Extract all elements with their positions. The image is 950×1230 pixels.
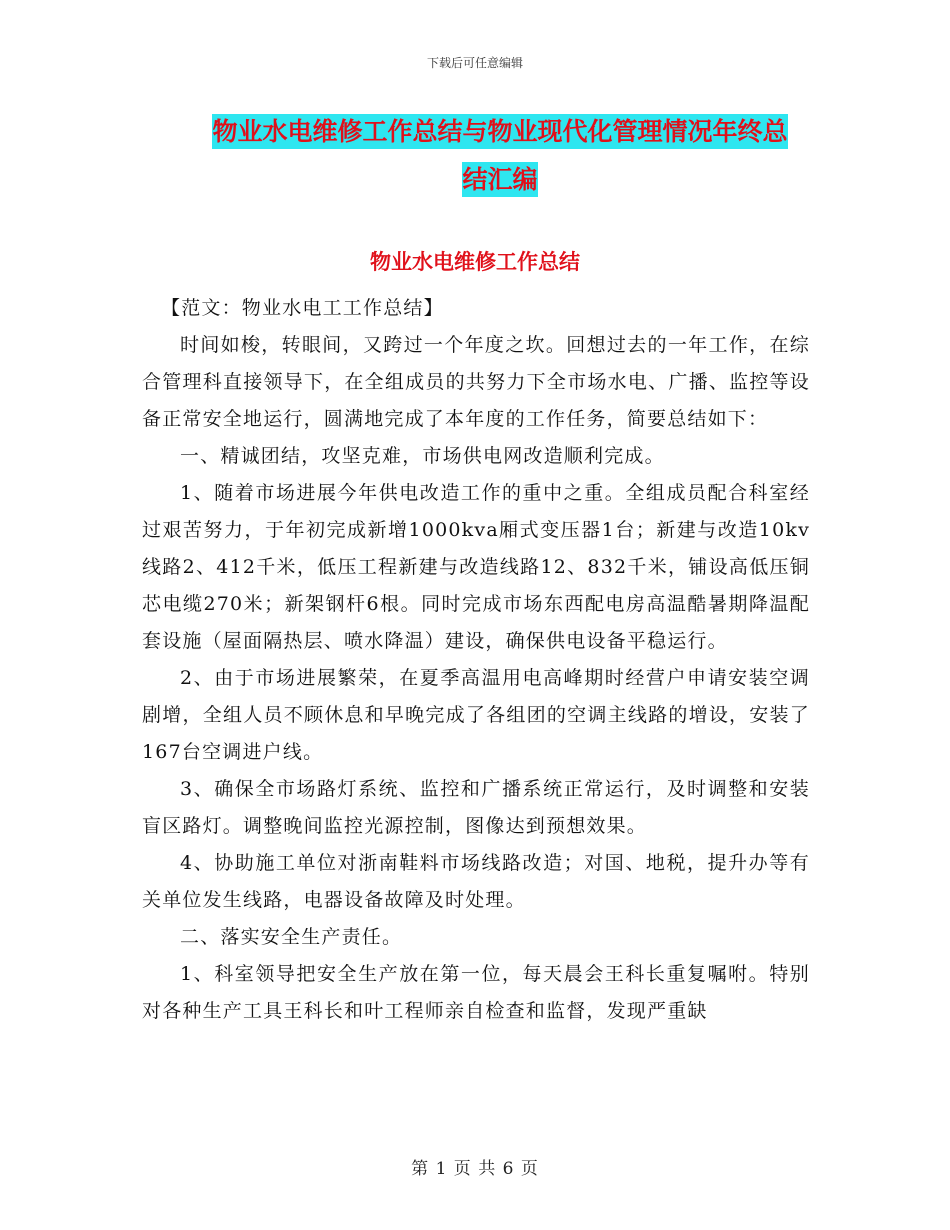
paragraph-item-1: 1、随着市场进展今年供电改造工作的重中之重。全组成员配合科室经过艰苦努力，于年初完成新增1000kva厢式变压器1台；新建与改造10kv线路2、412千米，低压工程新建与改造线路12、832千米，铺设高低压铜芯电缆270米；新架钢杆6根。同时完成市场东西配电房高温酷暑期降温配套设施（屋面隔热层、喷水降温）建设，确保供电设备平稳运行。 [142,482,810,652]
title-line-1: 物业水电维修工作总结与物业现代化管理情况年终总 [212,114,787,149]
paragraph-item-2: 2、由于市场进展繁荣，在夏季高温用电高峰期时经营户申请安装空调剧增，全组人员不顾休息和早晚完成了各组团的空调主线路的增设，安装了167台空调进户线。 [142,667,810,763]
document-body [142,290,810,1030]
title-line-2: 结汇编 [462,162,537,197]
header-note: 下载后可任意编辑 [426,56,523,70]
paragraph-heading-2: 二、落实安全生产责任。 [180,926,403,948]
paragraph-fanwen: 【范文：物业水电工工作总结】 [161,297,444,319]
section-title: 物业水电维修工作总结 [370,250,580,274]
paragraph-intro: 时间如梭，转眼间，又跨过一个年度之坎。回想过去的一年工作，在综合管理科直接领导下，在全组成员的共努力下全市场水电、广播、监控等设备正常安全地运行，圆满地完成了本年度的工作任务，简要总结如下： [142,334,810,430]
page-footer: 第 1 页 共 6 页 [411,1159,539,1179]
document-title [190,108,810,204]
paragraph-heading-1: 一、精诚团结，攻坚克难，市场供电网改造顺利完成。 [180,445,665,467]
paragraph-item-3: 3、确保全市场路灯系统、监控和广播系统正常运行，及时调整和安装盲区路灯。调整晚间监控光源控制，图像达到预想效果。 [142,778,810,837]
paragraph-item-4: 4、协助施工单位对浙南鞋料市场线路改造；对国、地税，提升办等有关单位发生线路，电器设备故障及时处理。 [142,852,810,911]
paragraph-item-2-1: 1、科室领导把安全生产放在第一位，每天晨会王科长重复嘱咐。特别对各种生产工具王科长和叶工程师亲自检查和监督，发现严重缺 [142,963,810,1022]
